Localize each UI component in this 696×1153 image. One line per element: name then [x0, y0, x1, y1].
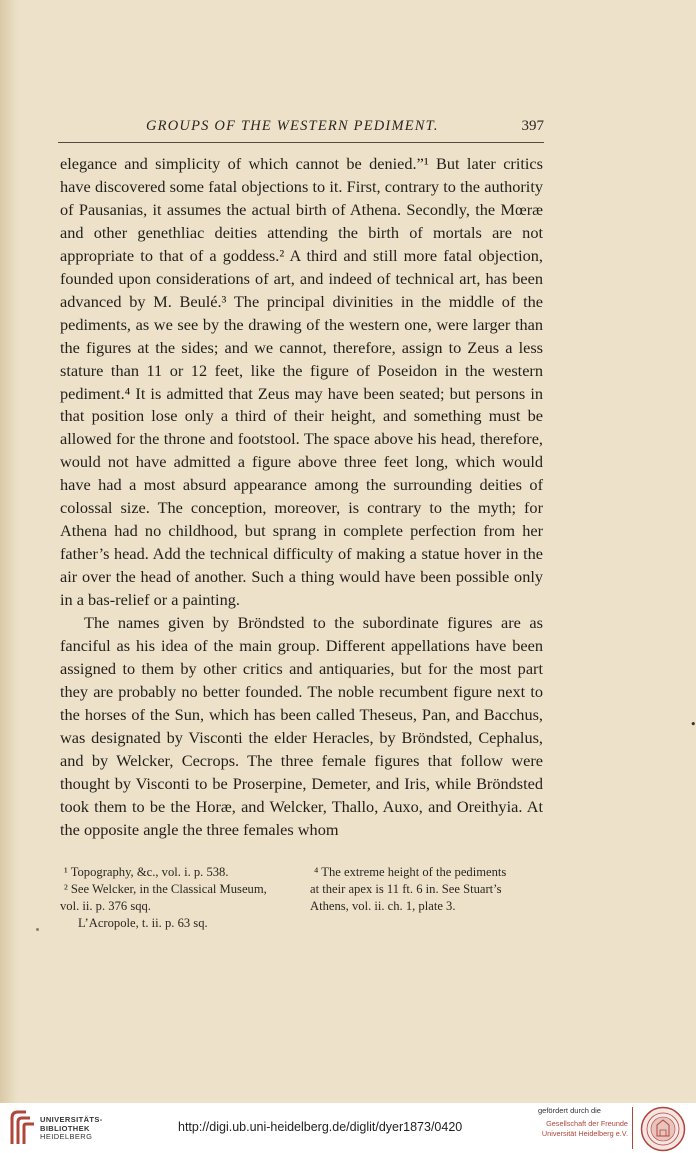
footnote-4: ⁴ The extreme height of the pediments — [314, 865, 507, 879]
margin-mark: • — [690, 718, 696, 731]
footnote-4-cont: Athens, vol. ii. ch. 1, plate 3. — [310, 899, 456, 913]
footnote-2: ² See Welcker, in the Classical Museum, — [64, 882, 267, 896]
footer-divider — [632, 1107, 633, 1149]
permalink-url[interactable]: http://digi.ub.uni-heidelberg.de/diglit/dyer1873/0420 — [178, 1120, 463, 1134]
footnote-2-cont: vol. ii. p. 376 sqq. — [60, 899, 151, 913]
paragraph: The names given by Bröndsted to the subordinate figures are as fanciful as his idea of the main group. Different appellations have been assigned to them by other critics and antiquaries, but for the most part they are probably no better founded. The noble recumbent figure next to the horses of the Sun, which has been called Theseus, Pan, and Bacchus, was designated by Visconti the elder Heracles, by Bröndsted, Cephalus, and by Welcker, Cecrops. The three female figures that follow were thought by Visconti to be Proserpine, Demeter, and Iris, while Bröndsted took them to be the Horæ, and Welcker, Thallo, Auxo, and Oreithyia. At the opposite angle the three females whom — [60, 613, 543, 839]
paragraph: elegance and simplicity of which cannot be denied.”¹ But later critics have discovered some fatal objections to it. First, contrary to the authority of Pausanias, it assumes the actual birth of Athena. Secondly, the Mœræ and other genethliac deities attending the birth of mortals are not appropriate to that of a goddess.² A third and still more fatal objection, founded upon considerations of art, and indeed of technical art, has been advanced by M. Beulé.³ The principal divinities in the middle of the pediments, as we see by the drawing of the western one, were larger than the figures at the sides; and we cannot, therefore, assign to Zeus a less stature than 11 or 12 feet, like the figure of Poseidon in the western pediment.⁴ It is admitted that Zeus may have been seated; but persons in that position lose only a third of their height, and something must be allowed for the throne and footstool. The space above his head, therefore, would not have admitted a figure above three feet long, which would have had a most absurd appearance among the surrounding deities of colossal size. The conception, moreover, is contrary to the myth; for Athena had no childhood, but sprang in complete perfection from her father’s head. Add the technical difficulty of making a statue hover in the air over the head of another. Such a thing would have been possible only in a bas-relief or a painting. — [60, 154, 543, 610]
page-edge-shadow — [0, 0, 18, 1103]
footnotes-left-column — [60, 864, 296, 932]
body-text — [60, 153, 543, 842]
library-name-line: UNIVERSITÄTS- — [40, 1115, 103, 1124]
funded-by-label: gefördert durch die — [538, 1106, 601, 1115]
speck-mark — [36, 928, 39, 931]
footnote-1: ¹ Topography, &c., vol. i. p. 538. — [64, 865, 229, 879]
page-number: 397 — [521, 118, 544, 134]
university-seal-icon — [640, 1106, 686, 1152]
running-header — [58, 118, 544, 140]
society-name — [538, 1119, 628, 1139]
library-logo-icon — [8, 1110, 36, 1146]
header-rule — [58, 142, 544, 143]
society-line: Gesellschaft der Freunde — [546, 1119, 628, 1128]
society-line: Universität Heidelberg e.V. — [541, 1129, 628, 1138]
footnote-3: L’Acropole, t. ii. p. 63 sq. — [78, 916, 208, 930]
footnote-4-cont: at their apex is 11 ft. 6 in. See Stuart’s — [310, 882, 502, 896]
digitization-footer — [0, 1103, 696, 1153]
footnotes-right-column — [310, 864, 543, 915]
library-name-line: BIBLIOTHEK — [40, 1123, 90, 1133]
running-title: GROUPS OF THE WESTERN PEDIMENT. — [146, 118, 439, 134]
library-name-line: HEIDELBERG — [40, 1132, 93, 1141]
library-name — [40, 1116, 103, 1142]
